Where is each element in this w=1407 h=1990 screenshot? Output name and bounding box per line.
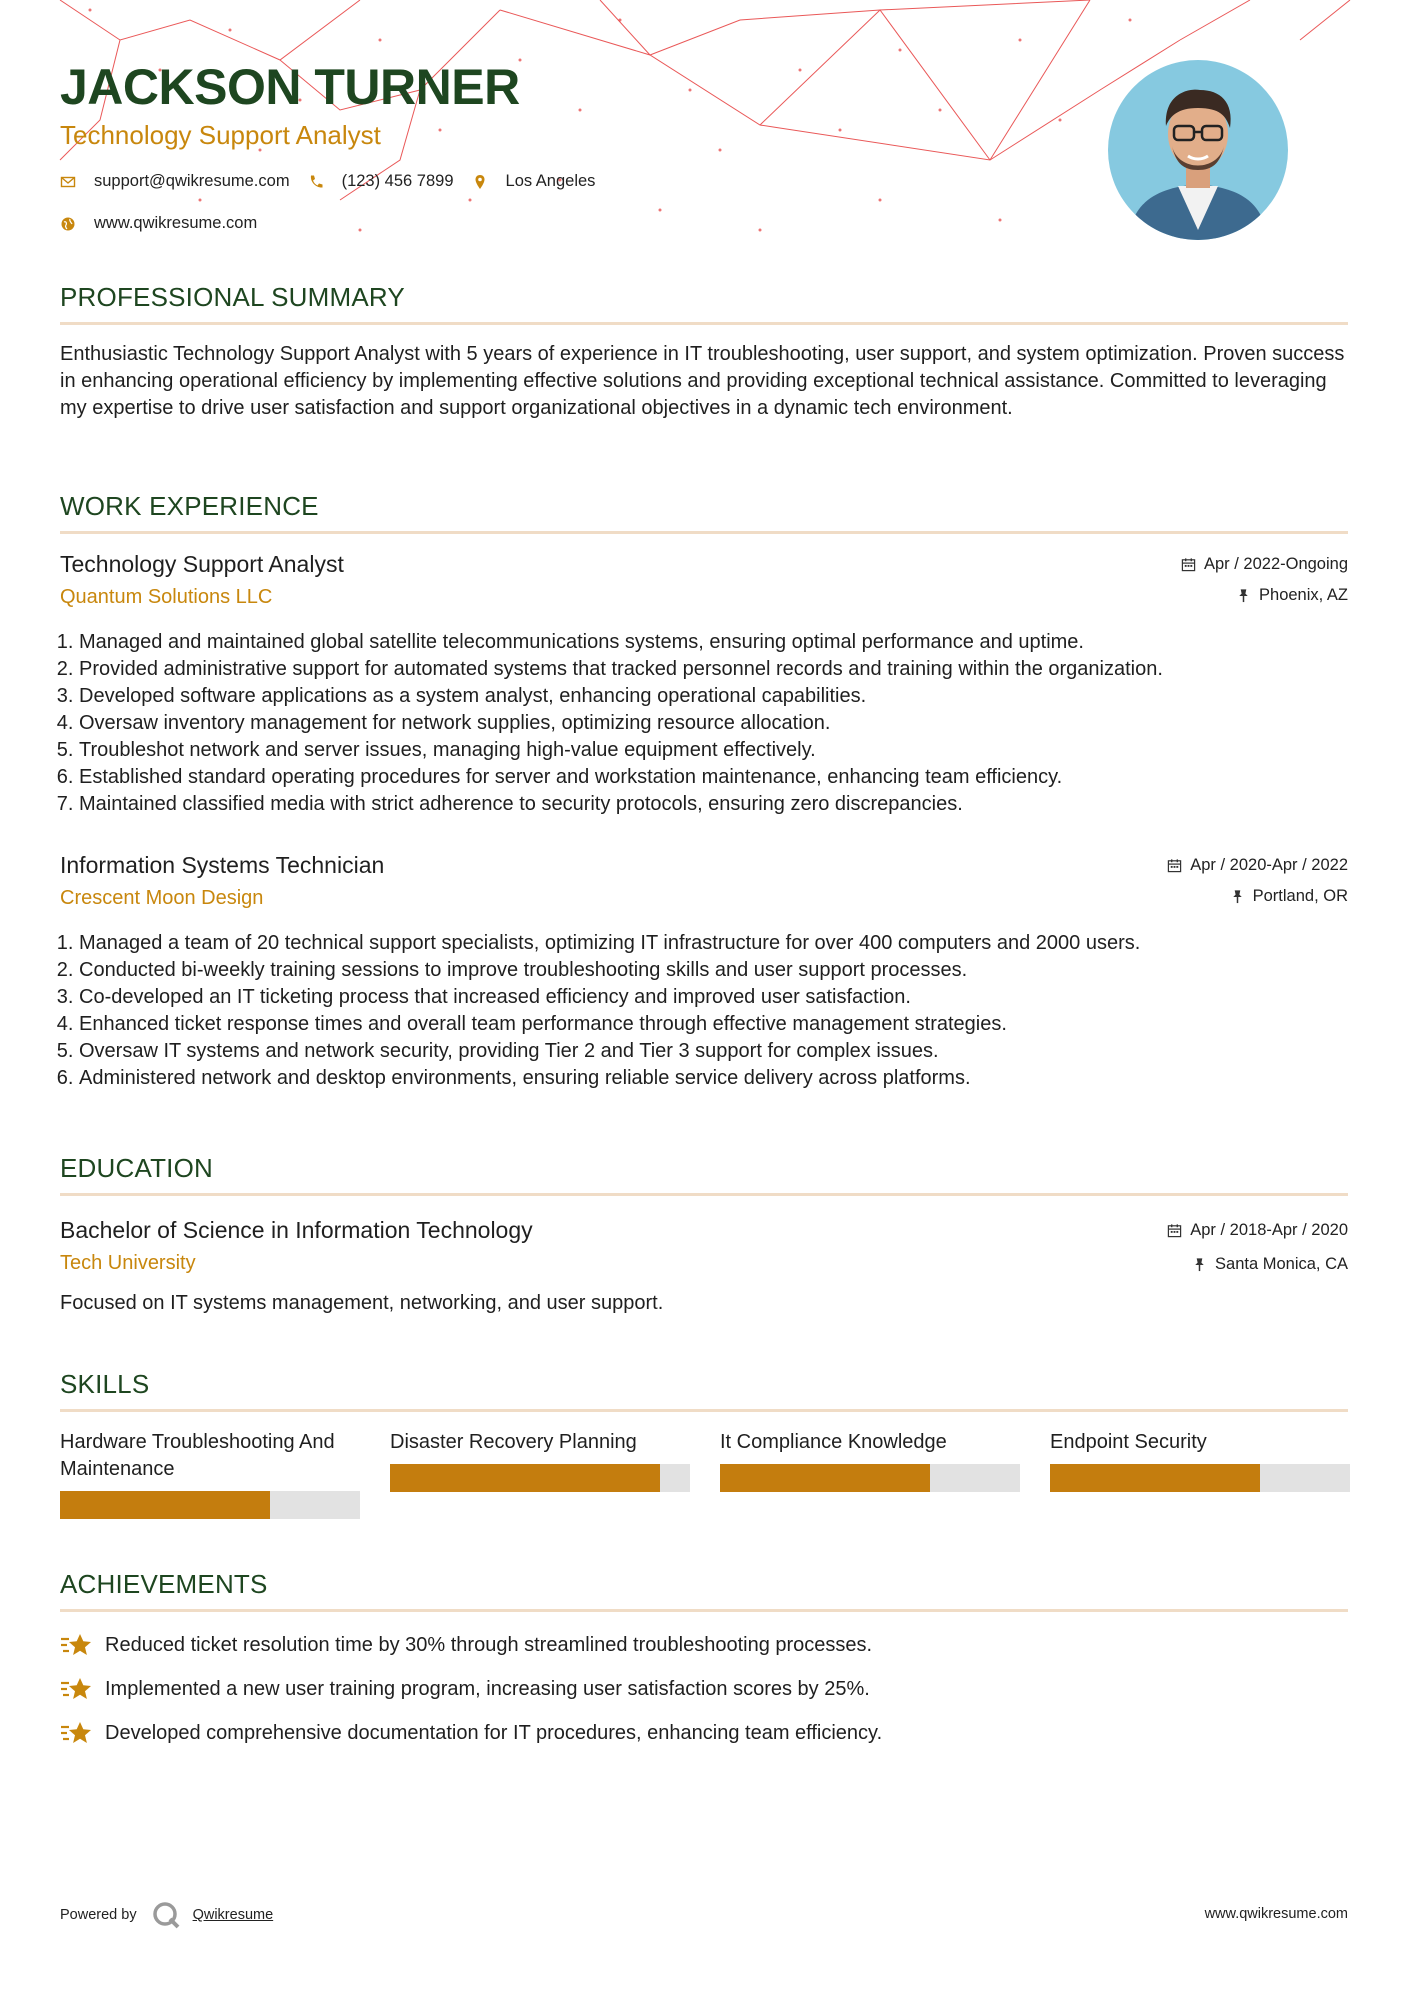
footer: [60, 1900, 1348, 1930]
skill-level-bar: [60, 1491, 360, 1519]
footer-url[interactable]: www.qwikresume.com: [1204, 1906, 1348, 1922]
education-section: [60, 1153, 1348, 1333]
job-entry: [60, 852, 1348, 1092]
phone-text: (123) 456 7899: [341, 172, 454, 190]
summary-text: Enthusiastic Technology Support Analyst with 5 years of experience in IT troubleshooting, user support, and system optimization. Proven success in enhancing operational efficiency by implementing effective solutions and providing exceptional technical assistance. Committed to leveraging my expertise to drive user satisfaction and support organizational objectives in a dynamic tech environment.: [60, 343, 1345, 419]
achievements-section: [60, 1569, 1348, 1769]
job-location: [1236, 586, 1348, 605]
contact-row-secondary: [60, 214, 275, 233]
job-location-text: Portland, OR: [1252, 887, 1348, 905]
skills-section: [60, 1369, 1348, 1529]
achievement-item: [60, 1675, 870, 1703]
list-item: 2. Provided administrative support for automated systems that tracked personnel records and training within the organization.: [79, 656, 1163, 683]
job-entry: [60, 551, 1348, 815]
education-location: [1192, 1255, 1348, 1274]
job-dates-text: Apr / 2022-Ongoing: [1203, 555, 1348, 573]
contact-website[interactable]: [60, 214, 257, 233]
company-name: Quantum Solutions LLC: [60, 586, 273, 608]
calendar-icon: [1167, 858, 1182, 873]
email-text: support@qwikresume.com: [94, 172, 290, 190]
map-pin-icon: [472, 174, 488, 190]
pushpin-icon: [1230, 889, 1245, 904]
achievement-text: Implemented a new user training program, increasing user satisfaction scores by 25%.: [105, 1677, 870, 1700]
phone-icon: [308, 174, 324, 190]
skill-level-fill: [390, 1464, 660, 1492]
profile-photo: [1108, 60, 1288, 240]
skill-item: [390, 1429, 690, 1456]
summary-heading: PROFESSIONAL SUMMARY: [60, 282, 1348, 325]
skill-level-bar: [720, 1464, 1020, 1492]
achievements-heading: ACHIEVEMENTS: [60, 1569, 1348, 1612]
pushpin-icon: [1192, 1257, 1207, 1272]
achievement-item: [60, 1719, 882, 1747]
avatar: [1108, 60, 1288, 240]
list-item: 3. Developed software applications as a system analyst, enhancing operational capabilities.: [79, 683, 1163, 710]
skill-item: [1050, 1429, 1350, 1456]
experience-heading: WORK EXPERIENCE: [60, 491, 1348, 534]
list-item: 4. Enhanced ticket response times and overall team performance through effective management strategies.: [79, 1011, 1140, 1038]
calendar-icon: [1167, 1223, 1182, 1238]
skill-level-fill: [60, 1491, 270, 1519]
list-item: 1. Managed a team of 20 technical support specialists, optimizing IT infrastructure for over 400 computers and 2000 users.: [79, 930, 1140, 957]
list-item: 6. Established standard operating procedures for server and workstation maintenance, enhancing team efficiency.: [79, 764, 1163, 791]
contact-phone[interactable]: [308, 172, 454, 191]
job-responsibilities: [60, 629, 1163, 818]
job-title: Technology Support Analyst: [60, 551, 344, 577]
achievement-item: [60, 1631, 872, 1659]
qwikresume-logo-icon: [151, 1900, 181, 1930]
skill-name: Hardware Troubleshooting And Maintenance: [60, 1431, 335, 1480]
summary-section: [60, 282, 1348, 422]
education-dates: [1167, 1221, 1348, 1240]
skill-level-fill: [1050, 1464, 1260, 1492]
contact-row-primary: [60, 172, 613, 191]
contact-location: [472, 172, 596, 191]
skill-level-fill: [720, 1464, 930, 1492]
job-responsibilities: [60, 930, 1140, 1092]
powered-by-label: Powered by: [60, 1907, 137, 1923]
skill-level-bar: [390, 1464, 690, 1492]
experience-section: [60, 491, 1348, 1089]
list-item: 5. Troubleshot network and server issues, managing high-value equipment effectively.: [79, 737, 1163, 764]
envelope-icon: [60, 174, 76, 190]
education-heading: EDUCATION: [60, 1153, 1348, 1196]
school-name: Tech University: [60, 1252, 196, 1274]
skill-item: [60, 1429, 360, 1483]
list-item: 7. Maintained classified media with strict adherence to security protocols, ensuring zero discrepancies.: [79, 791, 1163, 818]
list-item: 1. Managed and maintained global satellite telecommunications systems, ensuring optimal performance and uptime.: [79, 629, 1163, 656]
job-location-text: Phoenix, AZ: [1259, 586, 1348, 604]
job-title: Information Systems Technician: [60, 852, 385, 878]
skill-level-bar: [1050, 1464, 1350, 1492]
job-dates: [1167, 856, 1348, 875]
star-award-icon: [60, 1631, 92, 1659]
skill-name: Disaster Recovery Planning: [390, 1431, 637, 1453]
contact-email[interactable]: [60, 172, 290, 191]
list-item: 2. Conducted bi-weekly training sessions to improve troubleshooting skills and user support processes.: [79, 957, 1140, 984]
job-location: [1230, 887, 1348, 906]
website-text: www.qwikresume.com: [94, 214, 258, 232]
skill-item: [720, 1429, 1020, 1456]
achievement-text: Developed comprehensive documentation for IT procedures, enhancing team efficiency.: [105, 1721, 883, 1744]
powered-by: [60, 1900, 273, 1930]
candidate-name: JACKSON TURNER: [60, 59, 520, 115]
education-location-text: Santa Monica, CA: [1215, 1255, 1348, 1273]
calendar-icon: [1181, 557, 1196, 572]
star-award-icon: [60, 1719, 92, 1747]
location-text: Los Angeles: [505, 172, 596, 190]
education-dates-text: Apr / 2018-Apr / 2020: [1190, 1221, 1348, 1239]
job-dates-text: Apr / 2020-Apr / 2022: [1190, 856, 1348, 874]
candidate-title: Technology Support Analyst: [60, 120, 381, 150]
achievement-text: Reduced ticket resolution time by 30% through streamlined troubleshooting processes.: [105, 1633, 873, 1656]
qwikresume-link[interactable]: Qwikresume: [192, 1907, 274, 1923]
degree-title: Bachelor of Science in Information Technology: [60, 1217, 533, 1243]
education-entry: [60, 1217, 1348, 1327]
list-item: 4. Oversaw inventory management for network supplies, optimizing resource allocation.: [79, 710, 1163, 737]
pushpin-icon: [1236, 588, 1251, 603]
list-item: 3. Co-developed an IT ticketing process that increased efficiency and improved user satisfaction.: [79, 984, 1140, 1011]
skills-heading: SKILLS: [60, 1369, 1348, 1412]
list-item: 5. Oversaw IT systems and network security, providing Tier 2 and Tier 3 support for complex issues.: [79, 1038, 1140, 1065]
job-dates: [1181, 555, 1348, 574]
list-item: 6. Administered network and desktop environments, ensuring reliable service delivery across platforms.: [79, 1065, 1140, 1092]
education-description: Focused on IT systems management, networking, and user support.: [60, 1292, 664, 1314]
star-award-icon: [60, 1675, 92, 1703]
globe-icon: [60, 216, 76, 232]
company-name: Crescent Moon Design: [60, 887, 264, 909]
skill-name: Endpoint Security: [1050, 1431, 1207, 1453]
skill-name: It Compliance Knowledge: [720, 1431, 947, 1453]
